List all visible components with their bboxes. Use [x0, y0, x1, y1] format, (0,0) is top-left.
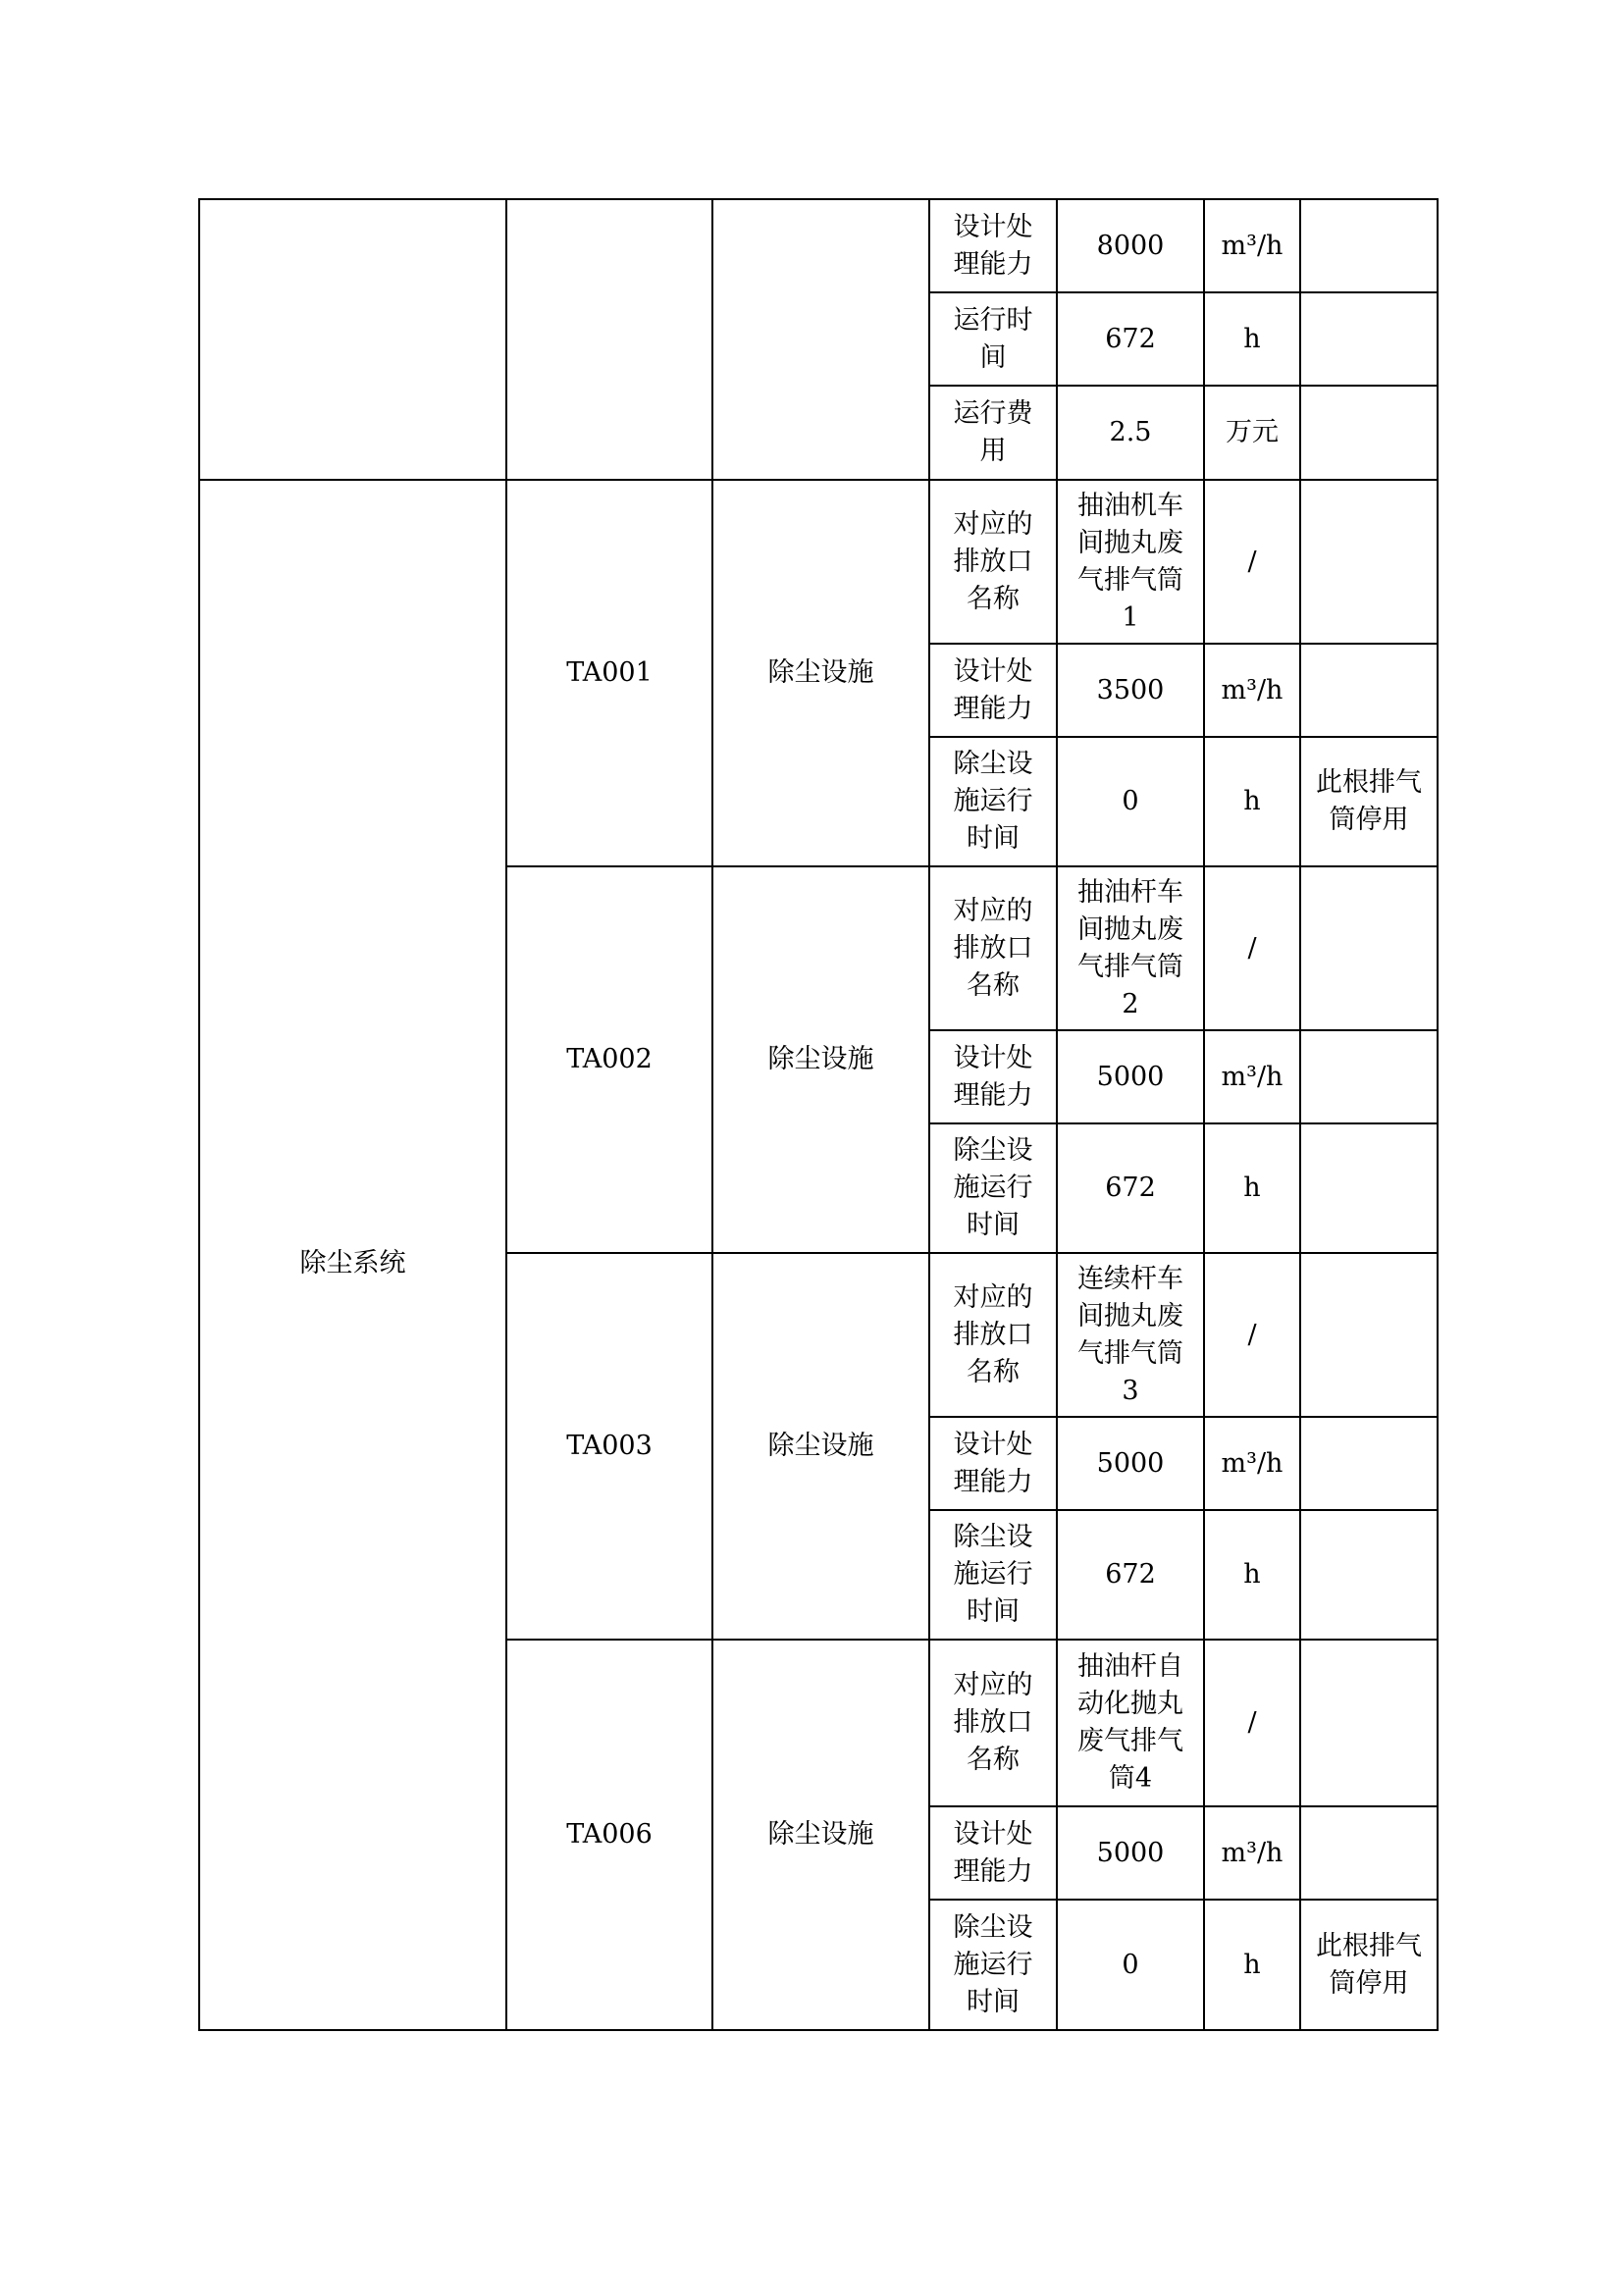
- item-remark: [1300, 1640, 1438, 1806]
- item-unit: h: [1204, 1900, 1300, 2030]
- item-label: 运行时间: [929, 292, 1057, 386]
- facility-code-cell-empty: [506, 199, 712, 480]
- item-value: 抽油杆车间抛丸废气排气筒2: [1057, 866, 1204, 1030]
- item-remark: [1300, 1123, 1438, 1253]
- item-unit: /: [1204, 1253, 1300, 1417]
- item-label: 设计处理能力: [929, 1417, 1057, 1510]
- item-label: 设计处理能力: [929, 1030, 1057, 1123]
- item-label: 设计处理能力: [929, 644, 1057, 737]
- item-value: 672: [1057, 292, 1204, 386]
- item-value: 8000: [1057, 199, 1204, 292]
- item-remark: [1300, 199, 1438, 292]
- item-remark: [1300, 1510, 1438, 1640]
- item-value: 672: [1057, 1510, 1204, 1640]
- item-unit: /: [1204, 1640, 1300, 1806]
- facility-type-cell: 除尘设施: [712, 1640, 929, 2030]
- facility-type-cell: 除尘设施: [712, 480, 929, 866]
- facility-code-cell: TA002: [506, 866, 712, 1253]
- item-label: 除尘设施运行时间: [929, 737, 1057, 866]
- item-remark: 此根排气筒停用: [1300, 737, 1438, 866]
- item-label: 运行费用: [929, 386, 1057, 480]
- item-unit: /: [1204, 866, 1300, 1030]
- item-value: 0: [1057, 1900, 1204, 2030]
- item-label: 对应的排放口名称: [929, 1253, 1057, 1417]
- item-remark: [1300, 866, 1438, 1030]
- item-label: 对应的排放口名称: [929, 1640, 1057, 1806]
- facility-code-cell: TA003: [506, 1253, 712, 1640]
- item-remark: [1300, 480, 1438, 644]
- item-remark: [1300, 1253, 1438, 1417]
- system-name-cell: 除尘系统: [199, 480, 506, 2030]
- item-remark: [1300, 292, 1438, 386]
- facility-type-cell-empty: [712, 199, 929, 480]
- item-label: 除尘设施运行时间: [929, 1510, 1057, 1640]
- item-value: 3500: [1057, 644, 1204, 737]
- item-label: 设计处理能力: [929, 1806, 1057, 1900]
- item-value: 5000: [1057, 1806, 1204, 1900]
- item-remark: [1300, 386, 1438, 480]
- item-value: 抽油杆自动化抛丸废气排气筒4: [1057, 1640, 1204, 1806]
- item-unit: m³/h: [1204, 1030, 1300, 1123]
- item-label: 设计处理能力: [929, 199, 1057, 292]
- item-label: 除尘设施运行时间: [929, 1123, 1057, 1253]
- system-cell-empty: [199, 199, 506, 480]
- facility-type-cell: 除尘设施: [712, 866, 929, 1253]
- item-remark: [1300, 1806, 1438, 1900]
- item-unit: /: [1204, 480, 1300, 644]
- item-value: 672: [1057, 1123, 1204, 1253]
- item-unit: h: [1204, 1510, 1300, 1640]
- item-remark: [1300, 1417, 1438, 1510]
- item-unit: h: [1204, 1123, 1300, 1253]
- item-unit: 万元: [1204, 386, 1300, 480]
- item-label: 对应的排放口名称: [929, 866, 1057, 1030]
- item-value: 0: [1057, 737, 1204, 866]
- table-row: [199, 480, 1438, 644]
- facility-type-cell: 除尘设施: [712, 1253, 929, 1640]
- item-unit: h: [1204, 292, 1300, 386]
- item-value: 连续杆车间抛丸废气排气筒3: [1057, 1253, 1204, 1417]
- item-unit: m³/h: [1204, 1806, 1300, 1900]
- item-remark: [1300, 1030, 1438, 1123]
- item-unit: m³/h: [1204, 199, 1300, 292]
- facility-code-cell: TA001: [506, 480, 712, 866]
- item-unit: m³/h: [1204, 1417, 1300, 1510]
- item-value: 抽油机车间抛丸废气排气筒1: [1057, 480, 1204, 644]
- table-row: [199, 199, 1438, 292]
- item-remark: [1300, 644, 1438, 737]
- item-value: 2.5: [1057, 386, 1204, 480]
- item-label: 除尘设施运行时间: [929, 1900, 1057, 2030]
- item-unit: h: [1204, 737, 1300, 866]
- item-unit: m³/h: [1204, 644, 1300, 737]
- item-value: 5000: [1057, 1030, 1204, 1123]
- item-value: 5000: [1057, 1417, 1204, 1510]
- facility-table: [198, 198, 1439, 2031]
- facility-code-cell: TA006: [506, 1640, 712, 2030]
- item-label: 对应的排放口名称: [929, 480, 1057, 644]
- item-remark: 此根排气筒停用: [1300, 1900, 1438, 2030]
